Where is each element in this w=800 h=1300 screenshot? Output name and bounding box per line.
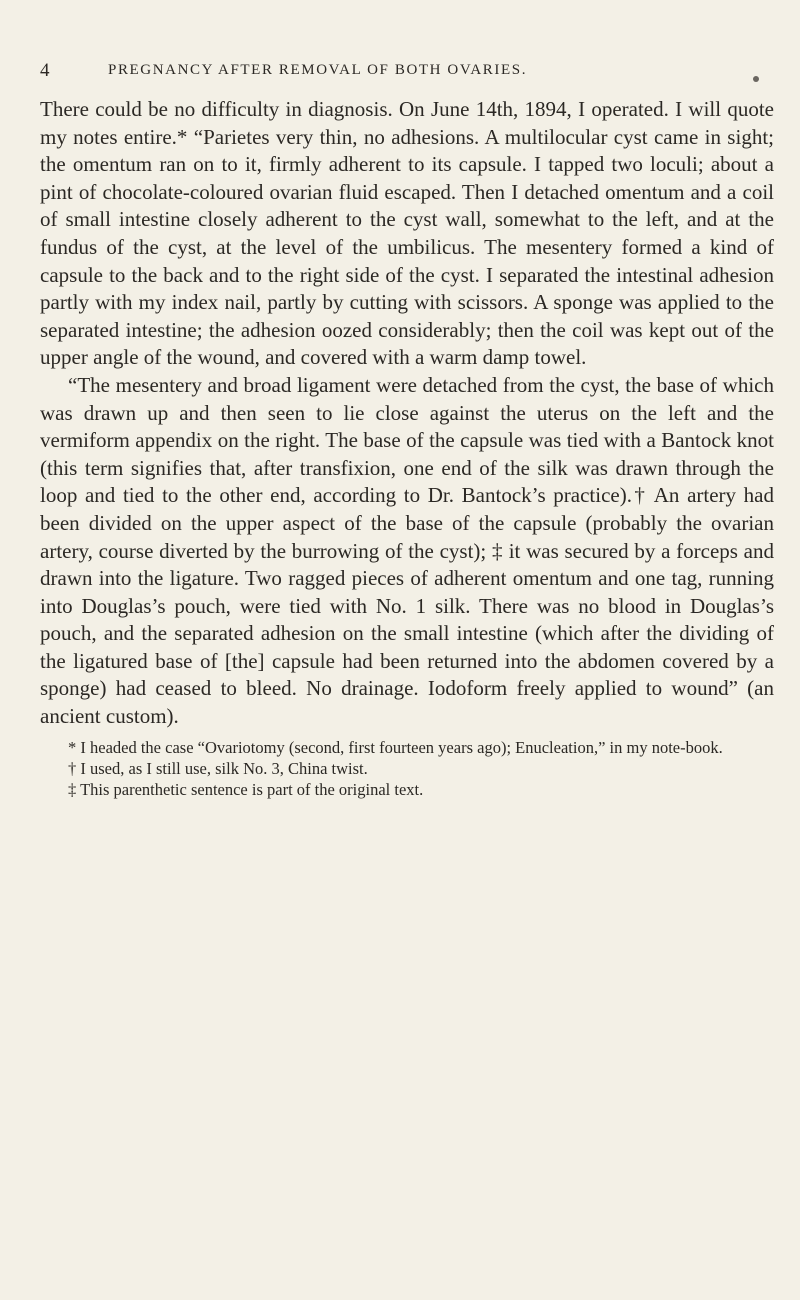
page-number: 4 (40, 60, 51, 81)
paragraph: “The mesentery and broad ligament were detached from the cyst, the base of which was drawn up and then seen to lie close against the uterus on the left and the vermiform appendix on the right. The base of the capsule was tied with a Bantock knot (this term signifies that, after transfixion, one end of the silk was drawn through the loop and tied to the other end, according to Dr. Bantock’s practice).† An artery had been divided on the upper aspect of the base of the capsule (probably the ovarian artery, course diverted by the burrowing of the cyst); ‡ it was secured by a forceps and drawn into the ligature. Two ragged pieces of adherent omentum and one tag, running into Douglas’s pouch, were tied with No. 1 silk. There was no blood in Douglas’s pouch, and the separated adhesion on the small intestine (which after the dividing of the ligatured base of [the] capsule had been returned into the abdomen covered by a sponge) had ceased to bleed. No drainage. Iodoform freely applied to wound” (an ancient custom). (40, 372, 774, 729)
paragraph: There could be no difficulty in diagnosis. On June 14th, 1894, I operated. I will quote my notes entire.* “Parietes very thin, no adhesions. A multilocular cyst came in sight; the omentum ran on to it, firmly adherent to its capsule. I tapped two loculi; about a pint of chocolate-coloured ovarian fluid escaped. Then I detached omentum and a coil of small intestine closely adherent to the cyst wall, somewhat to the left, and at the fundus of the cyst, at the level of the umbilicus. The mesentery formed a kind of capsule to the back and to the right side of the cyst. I separated the intestinal adhesion partly with my index nail, partly by cutting with scissors. A sponge was applied to the separated intestine; the adhesion oozed considerably; then the coil was kept out of the upper angle of the wound, and covered with a warm damp towel. (40, 97, 774, 370)
footnotes (40, 737, 774, 800)
footnote: ‡ This parenthetic sentence is part of the original text. (68, 779, 424, 799)
running-title: PREGNANCY AFTER REMOVAL OF BOTH OVARIES. (108, 62, 528, 78)
footnote: † I used, as I still use, silk No. 3, China twist. (68, 758, 368, 778)
body-text (40, 96, 774, 731)
page (40, 58, 774, 800)
footnote: * I headed the case “Ovariotomy (second, first fourteen years ago); Enucleation,” in my note-book. (68, 737, 723, 757)
ink-speck (753, 76, 759, 82)
running-header (40, 58, 774, 86)
